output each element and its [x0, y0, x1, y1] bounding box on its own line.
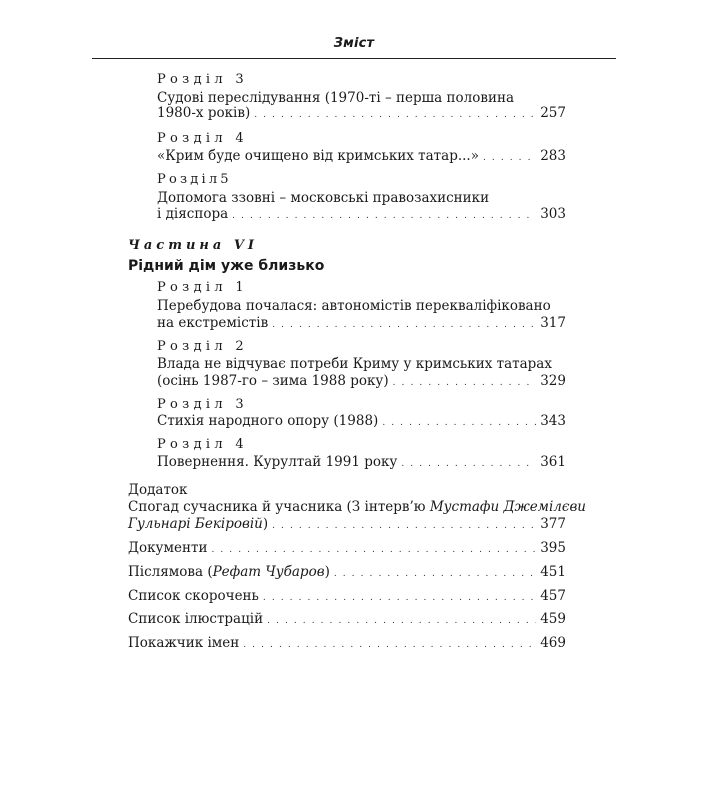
- entry-title: Список скорочень: [128, 588, 259, 604]
- chapter-label: Розділ 1: [157, 280, 248, 295]
- toc-entry[interactable]: [157, 315, 566, 335]
- chapter-title-line: Допомога ззовні – московські правозахисники: [157, 190, 490, 206]
- toc-entry-name-index[interactable]: [128, 635, 566, 655]
- appendix-text: Спогад сучасника й учасника (З інтерв’ю: [128, 499, 430, 515]
- chapter-title-line: Стихія народного опору (1988): [157, 413, 379, 429]
- chapter-label: Розділ 4: [157, 131, 248, 146]
- part-title: Рідний дім уже близько: [128, 258, 325, 274]
- entry-title: Список ілюстрацій: [128, 611, 264, 627]
- appendix-heading: Додаток: [128, 482, 188, 498]
- page-number: 395: [540, 540, 566, 556]
- page-number: 257: [540, 105, 566, 121]
- toc-entry-abbreviations[interactable]: [128, 588, 566, 608]
- page-number: 329: [540, 373, 566, 389]
- afterword-author: Рефат Чубаров: [212, 564, 325, 580]
- dot-leader: [232, 212, 536, 221]
- entry-title: [128, 564, 334, 580]
- page-number: 451: [540, 564, 566, 580]
- chapter-label: Розділ5: [157, 172, 232, 187]
- chapter-title-line: (осінь 1987-го – зима 1988 року): [157, 373, 389, 389]
- page-number: 283: [540, 148, 566, 164]
- page-number: 317: [540, 315, 566, 331]
- dot-leader: [483, 154, 536, 163]
- toc-entry[interactable]: [157, 413, 566, 433]
- toc-entry[interactable]: [157, 373, 566, 393]
- appendix-interviewer: Гульнарі Бекіровій: [128, 516, 263, 532]
- chapter-title-line: Перебудова почалася: автономістів перекваліфіковано: [157, 298, 551, 314]
- entry-text: Післямова (: [128, 564, 213, 580]
- chapter-title-line: Судові переслідування (1970-ті – перша половина: [157, 90, 514, 106]
- dot-leader: [267, 617, 536, 626]
- appendix-text: ): [262, 516, 269, 532]
- page-number: 457: [540, 588, 566, 604]
- toc-entry-afterword[interactable]: [128, 564, 566, 584]
- dot-leader: [382, 419, 536, 428]
- toc-entry[interactable]: [157, 105, 566, 125]
- chapter-title-line: Влада не відчуває потреби Криму у кримських татарах: [157, 356, 552, 372]
- toc-entry-documents[interactable]: [128, 540, 566, 560]
- toc-entry[interactable]: [157, 454, 566, 474]
- page-number: 469: [540, 635, 566, 651]
- page-number: 377: [540, 516, 566, 532]
- dot-leader: [243, 641, 536, 650]
- entry-title: Документи: [128, 540, 208, 556]
- chapter-title-line: Повернення. Курултай 1991 року: [157, 454, 398, 470]
- dot-leader: [263, 594, 536, 603]
- entry-title: Покажчик імен: [128, 635, 240, 651]
- chapter-title-line: 1980-х років): [157, 105, 251, 121]
- chapter-label: Розділ 2: [157, 339, 248, 354]
- page-title: Зміст: [333, 36, 375, 51]
- dot-leader: [254, 111, 536, 120]
- dot-leader: [334, 570, 536, 579]
- toc-entry-illustrations[interactable]: [128, 611, 566, 631]
- page-number: 459: [540, 611, 566, 627]
- dot-leader: [272, 522, 536, 531]
- chapter-title-line: і діяспора: [157, 206, 229, 222]
- appendix-title-line: [128, 516, 272, 532]
- toc-entry[interactable]: [157, 148, 566, 168]
- appendix-title-line: [128, 499, 586, 515]
- page-number: 343: [540, 413, 566, 429]
- dot-leader: [401, 460, 536, 469]
- page-number: 361: [540, 454, 566, 470]
- appendix-author: Мустафи Джемілєви: [429, 499, 587, 515]
- toc-entry[interactable]: [128, 516, 566, 536]
- page-number: 303: [540, 206, 566, 222]
- toc-entry[interactable]: [157, 206, 566, 226]
- chapter-label: Розділ 4: [157, 437, 248, 452]
- dot-leader: [272, 321, 536, 330]
- chapter-label: Розділ 3: [157, 72, 248, 87]
- chapter-title-line: на екстремістів: [157, 315, 269, 331]
- dot-leader: [393, 379, 537, 388]
- dot-leader: [211, 546, 536, 555]
- chapter-label: Розділ 3: [157, 397, 248, 412]
- chapter-title-line: «Крим буде очищено від кримських татар...»: [157, 148, 479, 164]
- entry-text: ): [324, 564, 330, 580]
- part-label: Частина VI: [128, 238, 259, 253]
